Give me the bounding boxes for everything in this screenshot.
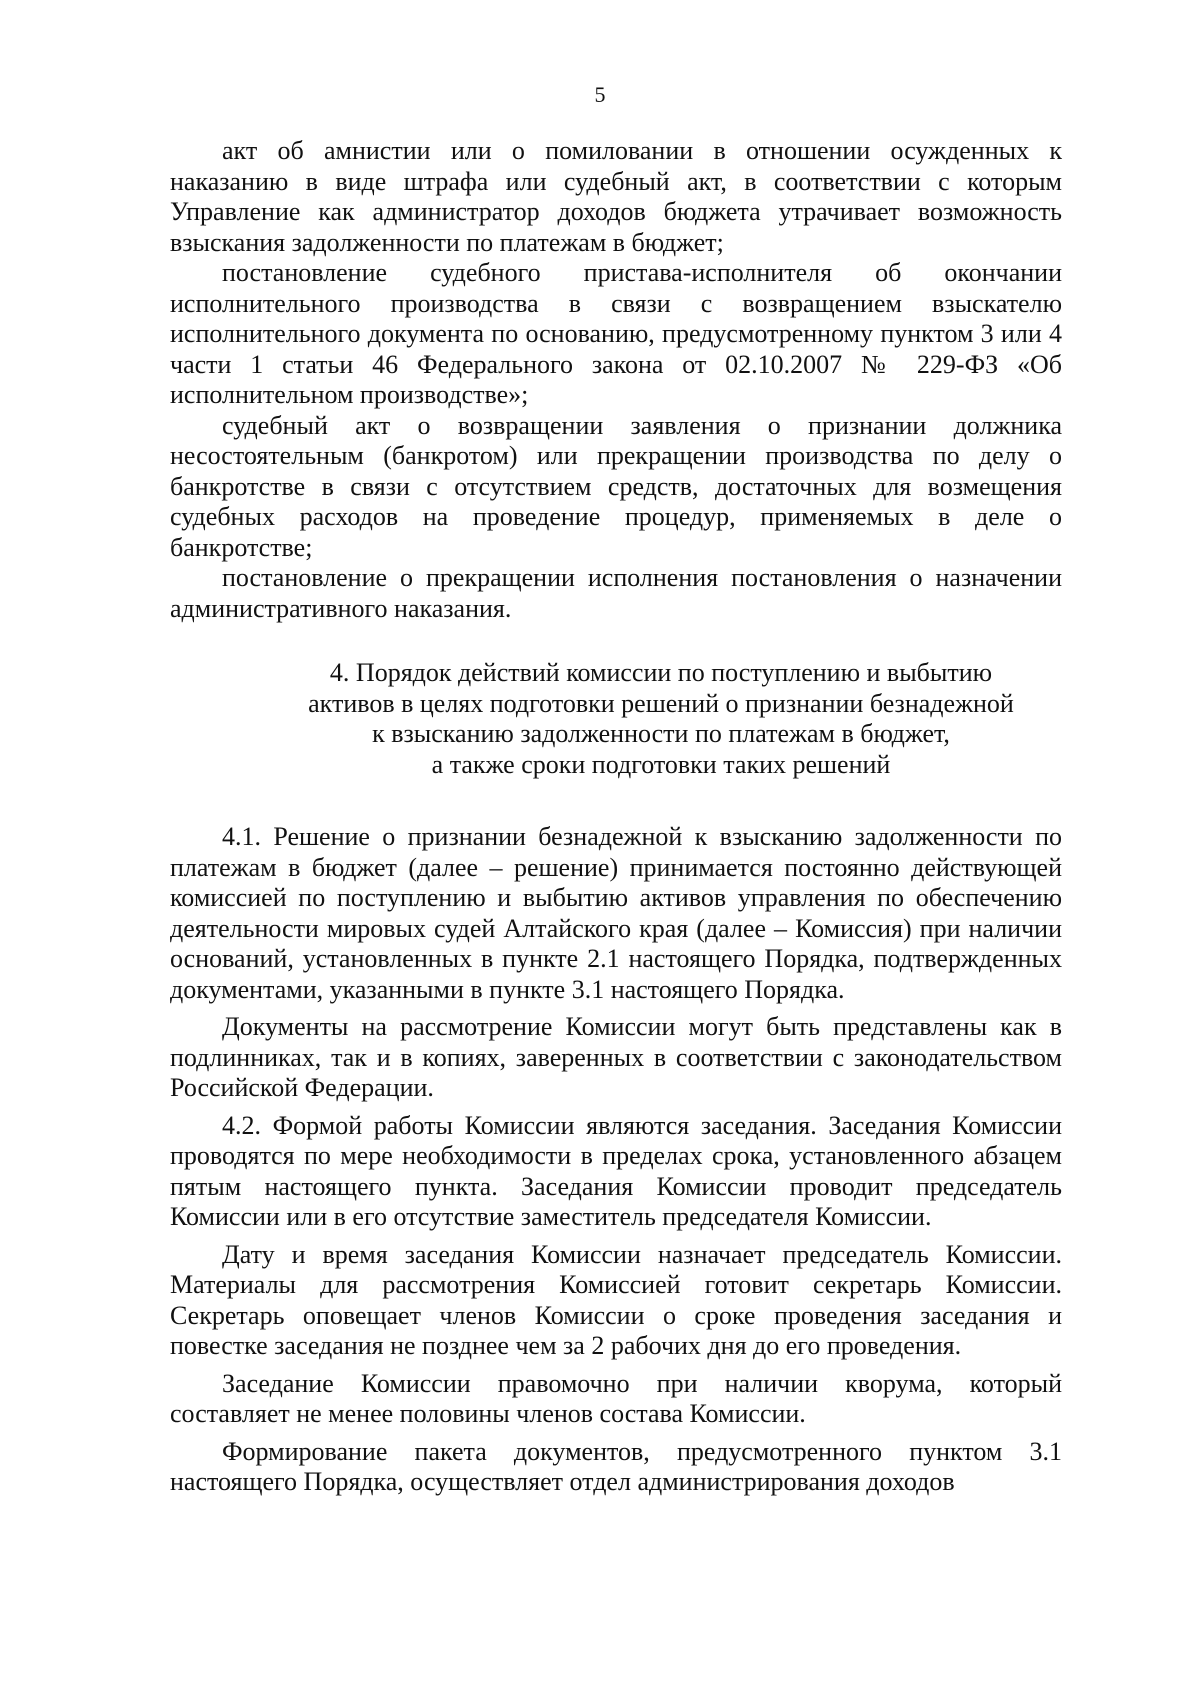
section-heading-line: 4. Порядок действий комиссии по поступлению и выбытию <box>329 658 993 687</box>
section-heading <box>170 658 1062 780</box>
paragraph-bankruptcy-act: судебный акт о возвращении заявления о признании должника несостоятельным (банкротом) или прекращении производства по делу о банкротстве в связи с отсутствием средств, достаточных для возмещения судебных расходов на проведение процедур, применяемых в деле о банкротстве; <box>170 410 1062 562</box>
paragraph-bailiff-resolution: постановление судебного пристава-исполнителя об окончании исполнительного производства в связи с возвращением взыскателю исполнительного документа по основанию, предусмотренному пунктом 3 или 4 части 1 статьи 46 Федерального закона от 02.10.2007 № 229-ФЗ «Об исполнительном производстве»; <box>170 258 1062 409</box>
document-body <box>170 136 1062 1498</box>
section-heading-line: активов в целях подготовки решений о признании безнадежной <box>308 688 1014 718</box>
paragraph-documents: Документы на рассмотрение Комиссии могут быть представлены как в подлинниках, так и в копиях, заверенных в соответствии с законодательством Российской Федерации. <box>170 1012 1062 1102</box>
paragraph-meeting-date: Дату и время заседания Комиссии назначает председатель Комиссии. Материалы для рассмотрения Комиссией готовит секретарь Комиссии. Секретарь оповещает членов Комиссии о сроке проведения заседания и повестке заседания не позднее чем за 2 рабочих дня до его проведения. <box>170 1239 1062 1360</box>
paragraph-4-2: 4.2. Формой работы Комиссии являются заседания. Заседания Комиссии проводятся по мере необходимости в пределах срока, установленного абзацем пятым настоящего пункта. Заседания Комиссии проводит председатель Комиссии или в его отсутствие заместитель председателя Комиссии. <box>170 1110 1062 1231</box>
paragraph-4-1: 4.1. Решение о признании безнадежной к взысканию задолженности по платежам в бюджет (далее – решение) принимается постоянно действующей комиссией по поступлению и выбытию активов управления по обеспечению деятельности мировых судей Алтайского края (далее – Комиссия) при наличии оснований, установленных в пункте 2.1 настоящего Порядка, подтвержденных документами, указанными в пункте 3.1 настоящего Порядка. <box>170 822 1062 1004</box>
section-heading-line: а также сроки подготовки таких решений <box>431 749 891 779</box>
section-heading-line: к взысканию задолженности по платежам в бюджет, <box>372 719 950 748</box>
paragraph-termination-resolution: постановление о прекращении исполнения постановления о назначении административного наказания. <box>170 563 1062 623</box>
page-number: 5 <box>594 82 606 107</box>
paragraph-quorum: Заседание Комиссии правомочно при наличии кворума, который составляет не менее половины членов состава Комиссии. <box>170 1368 1062 1428</box>
paragraph-document-package: Формирование пакета документов, предусмотренного пунктом 3.1 настоящего Порядка, осуществляет отдел администрирования доходов <box>170 1436 1062 1496</box>
paragraph-amnesty-act: акт об амнистии или о помиловании в отношении осужденных к наказанию в виде штрафа или судебный акт, в соответствии с которым Управление как администратор доходов бюджета утрачивает возможность взыскания задолженности по платежам в бюджет; <box>170 136 1062 257</box>
